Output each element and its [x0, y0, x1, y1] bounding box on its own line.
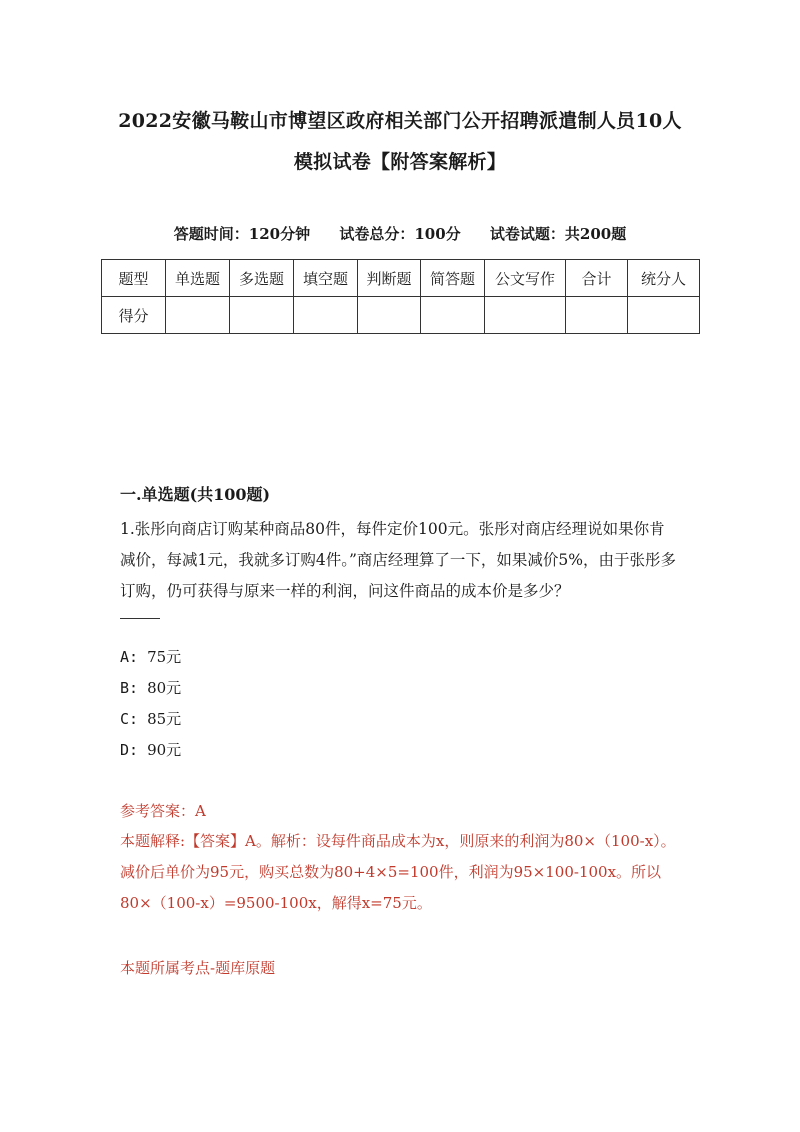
option-d: [120, 739, 181, 760]
score-table-header-row: [102, 260, 700, 297]
answer-explanation: 本题解释:【答案】A。解析：设每件商品成本为x，则原来的利润为80×（100-x）。减价后单价为95元，购买总数为80+4×5=100件，利润为95×100-100x。所以80×（100-x）=9500-100x，解得x=75元。: [120, 832, 676, 912]
exam-info: [100, 223, 700, 244]
header-cell: 公文写作: [485, 260, 566, 297]
score-cell: [294, 297, 358, 334]
question-text: 1.张彤向商店订购某种商品80件，每件定价100元。张彤对商店经理说如果你肯减价，每减1元，我就多订购4件。”商店经理算了一下，如果减价5%，由于张彤多订购，仍可获得与原来一样的利润，问这件商品的成本价是多少？: [120, 520, 676, 600]
section-heading: 一.单选题(共100题): [120, 485, 271, 504]
score-cell: [566, 297, 628, 334]
knowledge-point: 本题所属考点-题库原题: [120, 959, 276, 977]
option-a: [120, 646, 181, 667]
option-key: C:: [120, 710, 139, 728]
document-title-line2: 模拟试卷【附答案解析】: [293, 151, 507, 173]
header-cell: 简答题: [421, 260, 485, 297]
header-cell: 题型: [102, 260, 166, 297]
option-b: [120, 677, 181, 698]
header-cell: 合计: [566, 260, 628, 297]
answer-blank-line: [120, 618, 160, 619]
score-cell: [230, 297, 294, 334]
reference-answer: 参考答案：A: [120, 802, 206, 820]
option-text: 80元: [147, 679, 182, 697]
document-title-line1: 2022安徽马鞍山市博望区政府相关部门公开招聘派遣制人员10人: [118, 110, 682, 132]
score-cell: [485, 297, 566, 334]
score-cell: [166, 297, 230, 334]
option-c: [120, 708, 181, 729]
exam-question-count: 试卷试题：共200题: [489, 225, 627, 243]
exam-time: 答题时间：120分钟: [173, 225, 311, 243]
score-cell: [628, 297, 700, 334]
header-cell: 填空题: [294, 260, 358, 297]
score-cell: [421, 297, 485, 334]
score-row-label: 得分: [102, 297, 166, 334]
exam-total-score: 试卷总分：100分: [339, 225, 461, 243]
option-key: B:: [120, 679, 139, 697]
option-key: A:: [120, 648, 139, 666]
score-cell: [358, 297, 421, 334]
header-cell: 统分人: [628, 260, 700, 297]
option-text: 75元: [147, 648, 182, 666]
score-table: [101, 259, 700, 334]
option-text: 85元: [147, 710, 182, 728]
header-cell: 多选题: [230, 260, 294, 297]
header-cell: 单选题: [166, 260, 230, 297]
header-cell: 判断题: [358, 260, 421, 297]
option-key: D:: [120, 741, 139, 759]
score-table-score-row: [102, 297, 700, 334]
option-text: 90元: [147, 741, 182, 759]
